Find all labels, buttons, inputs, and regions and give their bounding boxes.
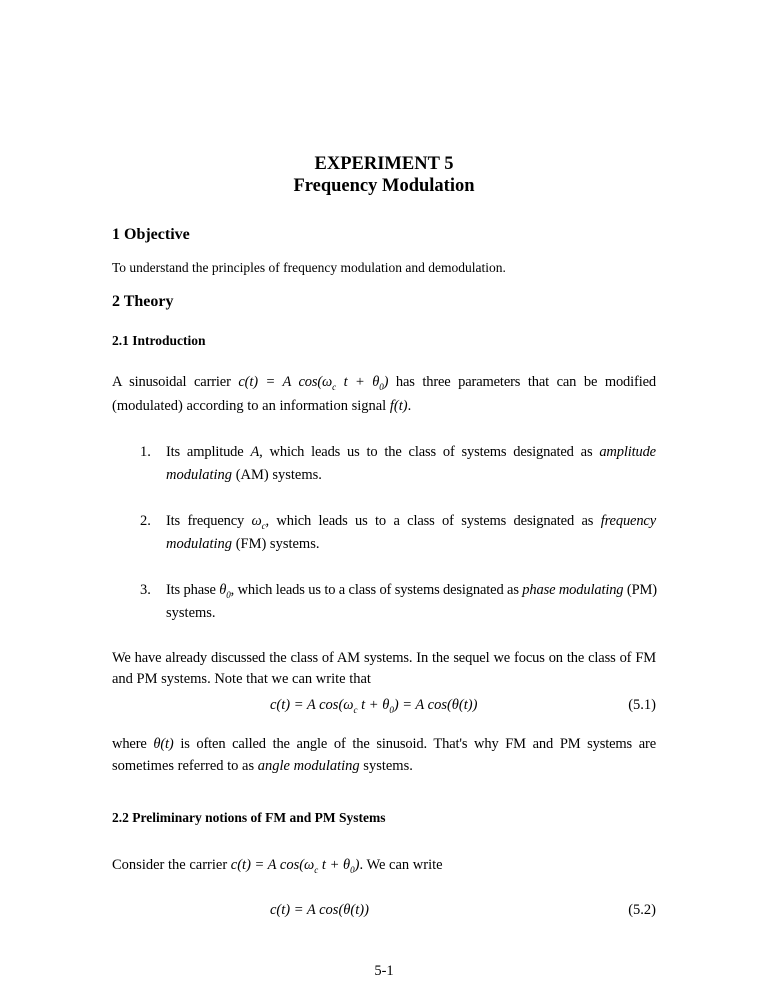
paragraph-line: sometimes referred to as angle modulating systems.	[112, 758, 413, 774]
list-item-text: modulating (FM) systems.	[166, 536, 320, 552]
list-item-text: Its phase $\theta_0$, which leads us to a class of systems designated as phase modulating (PM)	[166, 582, 657, 600]
equation-5-1: c(t) = A $\cos(\omega_c$ $t + \theta_0) = A$ cos(θ(t))	[270, 697, 478, 715]
objective-text: To understand the principles of frequency modulation and demodulation.	[112, 260, 506, 275]
equation-5-2: c(t) = A cos(θ(t))	[270, 902, 369, 918]
equation-number: (5.1)	[628, 697, 656, 713]
subtitle: Frequency Modulation	[293, 176, 475, 196]
list-item-text: Its frequency $\omega_c$, which leads us to a class of systems designated as frequency	[166, 513, 656, 531]
paragraph-line: where θ(t) is often called the angle of the sinusoid. That's why FM and PM systems are	[112, 736, 657, 752]
equation-number: (5.2)	[628, 902, 656, 918]
paragraph-line: A sinusoidal carrier c(t) = A $\cos(\omega_c$ $t + \theta_0$) has three parameters that can be modified	[112, 374, 656, 392]
list-item: 3.	[140, 582, 151, 598]
list-item-text: Its amplitude A, which leads us to the class of systems designated as amplitude	[166, 444, 656, 460]
heading-introduction: 2.1 Introduction	[112, 333, 206, 348]
list-item-text: modulating (AM) systems.	[166, 467, 322, 483]
paragraph-line: We have already discussed the class of AM systems. In the sequel we focus on the class of FM	[112, 650, 656, 666]
title: EXPERIMENT 5	[314, 154, 454, 174]
heading-objective: 1 Objective	[112, 226, 190, 243]
paragraph-line: and PM systems. Note that we can write that	[112, 671, 371, 687]
list-item: 2.	[140, 513, 151, 529]
page-number: 5-1	[374, 963, 394, 979]
heading-theory: 2 Theory	[112, 293, 174, 310]
heading-preliminary: 2.2 Preliminary notions of FM and PM Systems	[112, 810, 386, 825]
paragraph-line: (modulated) according to an information signal f(t).	[112, 398, 412, 414]
list-item: 1.	[140, 444, 151, 460]
paragraph-line: Consider the carrier c(t) = A $\cos(\omega_c$ $t + \theta_0$). We can write	[112, 857, 443, 875]
list-item-text: systems.	[166, 605, 216, 621]
